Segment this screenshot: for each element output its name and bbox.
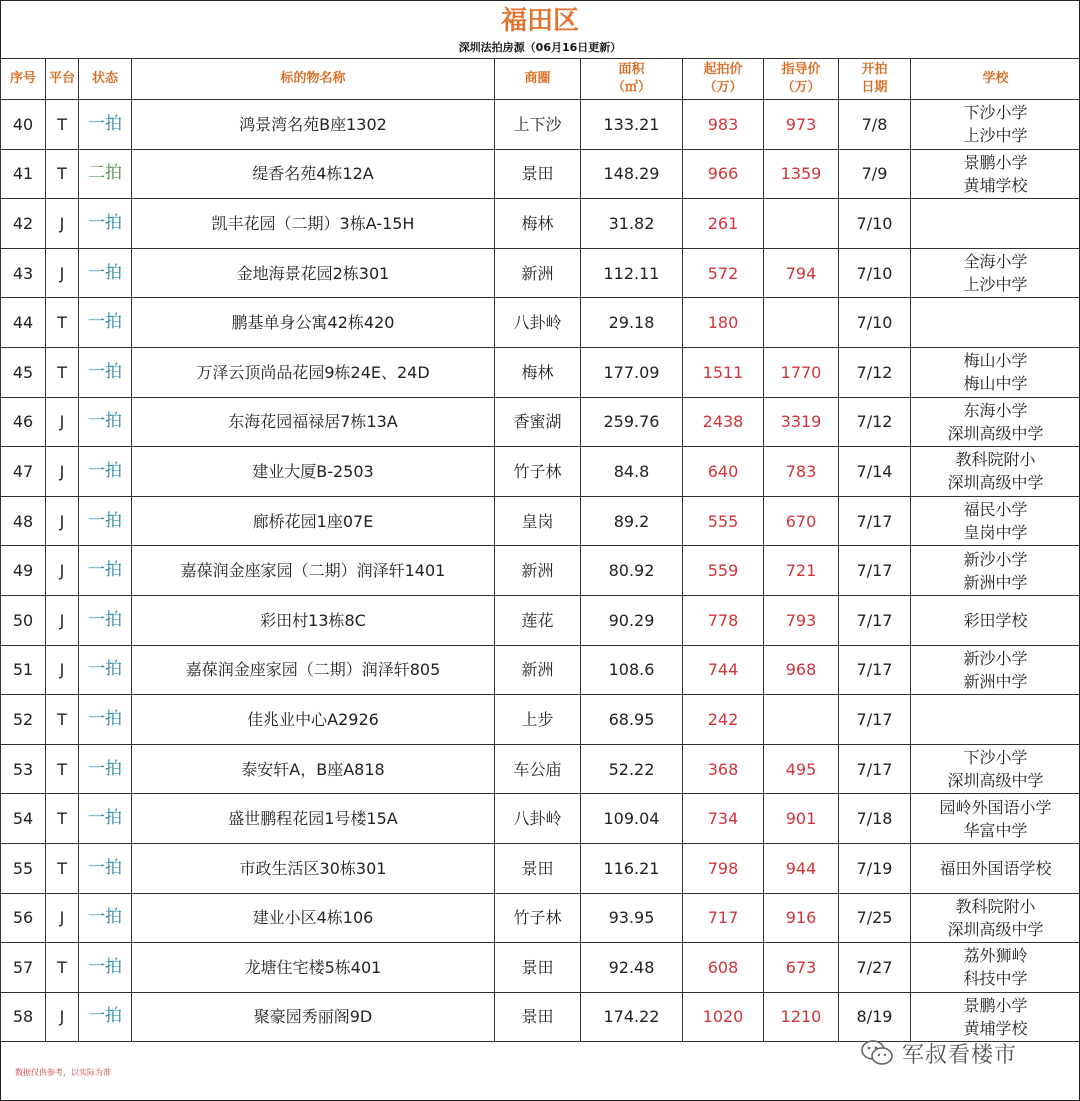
cell-index: 53 xyxy=(1,744,46,794)
cell-start-date: 7/17 xyxy=(839,496,911,546)
school-name: 新洲中学 xyxy=(963,572,1028,592)
header-size-line2: （㎡） xyxy=(611,80,651,95)
cell-platform: J xyxy=(46,992,79,1042)
cell-size: 109.04 xyxy=(581,794,683,844)
cell-start-date: 7/10 xyxy=(839,298,911,348)
cell-index: 54 xyxy=(1,794,46,844)
cell-index: 52 xyxy=(1,695,46,745)
cell-school xyxy=(911,744,1080,794)
cell-guide-price: 901 xyxy=(764,794,839,844)
table-row xyxy=(1,100,1080,150)
cell-start-price: 640 xyxy=(683,447,764,497)
cell-start-price: 983 xyxy=(683,100,764,150)
header-start-price-line2: （万） xyxy=(703,80,743,95)
cell-zone: 莲花 xyxy=(495,595,581,645)
cell-platform: T xyxy=(46,843,79,893)
table-row xyxy=(1,199,1080,249)
cell-size: 80.92 xyxy=(581,546,683,596)
cell-state: 一拍 xyxy=(79,347,132,397)
header-platform: 平台 xyxy=(46,59,79,100)
cell-guide-price: 783 xyxy=(764,447,839,497)
header-guide-price-line1: 指导价 xyxy=(781,62,821,77)
cell-guide-price xyxy=(764,695,839,745)
header-row xyxy=(1,59,1080,100)
school-name: 科技中学 xyxy=(963,969,1028,989)
cell-start-price: 261 xyxy=(683,199,764,249)
cell-start-date: 7/27 xyxy=(839,943,911,993)
cell-guide-price: 1770 xyxy=(764,347,839,397)
cell-name: 廊桥花园1座07E xyxy=(132,496,495,546)
header-zone: 商圈 xyxy=(495,59,581,100)
school-name: 新沙小学 xyxy=(963,648,1028,668)
header-state: 状态 xyxy=(79,59,132,100)
cell-platform: J xyxy=(46,248,79,298)
cell-start-price: 368 xyxy=(683,744,764,794)
cell-state: 一拍 xyxy=(79,447,132,497)
cell-index: 40 xyxy=(1,100,46,150)
cell-platform: J xyxy=(46,645,79,695)
cell-guide-price: 3319 xyxy=(764,397,839,447)
cell-guide-price: 794 xyxy=(764,248,839,298)
cell-name: 万泽云顶尚品花园9栋24E、24D xyxy=(132,347,495,397)
table-row xyxy=(1,992,1080,1042)
table-row xyxy=(1,248,1080,298)
table-row xyxy=(1,744,1080,794)
cell-name: 金地海景花园2栋301 xyxy=(132,248,495,298)
cell-start-date: 8/19 xyxy=(839,992,911,1042)
cell-size: 174.22 xyxy=(581,992,683,1042)
header-start-price-line1: 起拍价 xyxy=(703,62,743,77)
cell-platform: J xyxy=(46,893,79,943)
cell-size: 68.95 xyxy=(581,695,683,745)
cell-school xyxy=(911,943,1080,993)
cell-guide-price: 916 xyxy=(764,893,839,943)
school-name: 黄埔学校 xyxy=(963,175,1028,195)
cell-state: 二拍 xyxy=(79,149,132,199)
cell-school xyxy=(911,447,1080,497)
table-row xyxy=(1,397,1080,447)
cell-state: 一拍 xyxy=(79,695,132,745)
cell-index: 57 xyxy=(1,943,46,993)
cell-zone: 新洲 xyxy=(495,248,581,298)
footer-note: 数据仅供参考，以实际为准 xyxy=(15,1068,111,1077)
cell-zone: 竹子林 xyxy=(495,447,581,497)
table-row xyxy=(1,496,1080,546)
school-name: 下沙小学 xyxy=(963,748,1028,768)
cell-guide-price: 1210 xyxy=(764,992,839,1042)
cell-size: 31.82 xyxy=(581,199,683,249)
cell-start-price: 2438 xyxy=(683,397,764,447)
school-name: 下沙小学 xyxy=(963,103,1028,123)
cell-zone: 梅林 xyxy=(495,199,581,249)
cell-start-price: 1020 xyxy=(683,992,764,1042)
cell-zone: 梅林 xyxy=(495,347,581,397)
cell-start-price: 242 xyxy=(683,695,764,745)
cell-name: 佳兆业中心A2926 xyxy=(132,695,495,745)
table-row xyxy=(1,149,1080,199)
cell-platform: T xyxy=(46,744,79,794)
cell-state: 一拍 xyxy=(79,248,132,298)
cell-school xyxy=(911,347,1080,397)
cell-zone: 皇岗 xyxy=(495,496,581,546)
page-subtitle: 深圳法拍房源（06月16日更新） xyxy=(458,41,622,54)
cell-index: 51 xyxy=(1,645,46,695)
school-name: 教科院附小 xyxy=(955,896,1036,916)
cell-zone: 景田 xyxy=(495,992,581,1042)
cell-name: 盛世鹏程花园1号楼15A xyxy=(132,794,495,844)
cell-index: 50 xyxy=(1,595,46,645)
table-body xyxy=(1,100,1080,1042)
cell-start-date: 7/17 xyxy=(839,546,911,596)
cell-size: 133.21 xyxy=(581,100,683,150)
cell-zone: 景田 xyxy=(495,943,581,993)
school-name: 景鹏小学 xyxy=(963,152,1028,172)
header-size-line1: 面积 xyxy=(618,62,645,77)
cell-size: 148.29 xyxy=(581,149,683,199)
header-school: 学校 xyxy=(911,59,1080,100)
cell-name: 嘉葆润金座家园（二期）润泽轩1401 xyxy=(132,546,495,596)
cell-start-date: 7/17 xyxy=(839,744,911,794)
cell-platform: T xyxy=(46,943,79,993)
wechat-icon xyxy=(860,1038,894,1068)
cell-size: 29.18 xyxy=(581,298,683,348)
cell-guide-price: 721 xyxy=(764,546,839,596)
header-name: 标的物名称 xyxy=(132,59,495,100)
cell-index: 42 xyxy=(1,199,46,249)
cell-school xyxy=(911,595,1080,645)
school-name: 新洲中学 xyxy=(963,671,1028,691)
school-name: 景鹏小学 xyxy=(963,995,1028,1015)
cell-guide-price: 495 xyxy=(764,744,839,794)
cell-size: 52.22 xyxy=(581,744,683,794)
cell-start-date: 7/8 xyxy=(839,100,911,150)
cell-name: 嘉葆润金座家园（二期）润泽轩805 xyxy=(132,645,495,695)
cell-zone: 八卦岭 xyxy=(495,794,581,844)
school-name: 深圳高级中学 xyxy=(947,919,1044,939)
cell-platform: T xyxy=(46,347,79,397)
cell-start-date: 7/19 xyxy=(839,843,911,893)
cell-name: 鹏基单身公寓42栋420 xyxy=(132,298,495,348)
cell-start-price: 180 xyxy=(683,298,764,348)
cell-name: 鸿景湾名苑B座1302 xyxy=(132,100,495,150)
school-name: 梅山中学 xyxy=(963,374,1028,394)
page-title: 福田区 xyxy=(500,6,579,36)
cell-platform: T xyxy=(46,149,79,199)
cell-state: 一拍 xyxy=(79,496,132,546)
cell-zone: 新洲 xyxy=(495,546,581,596)
table-row xyxy=(1,893,1080,943)
cell-guide-price: 968 xyxy=(764,645,839,695)
cell-platform: J xyxy=(46,447,79,497)
cell-zone: 八卦岭 xyxy=(495,298,581,348)
cell-name: 建业大厦B-2503 xyxy=(132,447,495,497)
cell-size: 90.29 xyxy=(581,595,683,645)
cell-name: 缇香名苑4栋12A xyxy=(132,149,495,199)
cell-size: 92.48 xyxy=(581,943,683,993)
cell-name: 建业小区4栋106 xyxy=(132,893,495,943)
cell-zone: 竹子林 xyxy=(495,893,581,943)
cell-school xyxy=(911,992,1080,1042)
school-name: 黄埔学校 xyxy=(963,1018,1028,1038)
cell-index: 58 xyxy=(1,992,46,1042)
cell-index: 43 xyxy=(1,248,46,298)
table-row xyxy=(1,595,1080,645)
school-name: 福民小学 xyxy=(963,500,1028,520)
cell-state: 一拍 xyxy=(79,794,132,844)
cell-index: 49 xyxy=(1,546,46,596)
cell-start-price: 559 xyxy=(683,546,764,596)
cell-zone: 上步 xyxy=(495,695,581,745)
cell-start-price: 717 xyxy=(683,893,764,943)
table-row xyxy=(1,943,1080,993)
cell-index: 45 xyxy=(1,347,46,397)
cell-state: 一拍 xyxy=(79,100,132,150)
cell-start-price: 572 xyxy=(683,248,764,298)
header-guide-price xyxy=(764,59,839,100)
cell-size: 108.6 xyxy=(581,645,683,695)
cell-platform: T xyxy=(46,794,79,844)
cell-state: 一拍 xyxy=(79,397,132,447)
table-row xyxy=(1,843,1080,893)
school-name: 福田外国语学校 xyxy=(939,858,1052,878)
school-name: 彩田学校 xyxy=(963,610,1028,630)
cell-state: 一拍 xyxy=(79,199,132,249)
cell-start-price: 734 xyxy=(683,794,764,844)
cell-zone: 新洲 xyxy=(495,645,581,695)
cell-school xyxy=(911,794,1080,844)
cell-start-price: 798 xyxy=(683,843,764,893)
cell-start-date: 7/17 xyxy=(839,645,911,695)
cell-index: 55 xyxy=(1,843,46,893)
cell-platform: J xyxy=(46,546,79,596)
cell-guide-price xyxy=(764,298,839,348)
table-row xyxy=(1,298,1080,348)
cell-start-date: 7/12 xyxy=(839,347,911,397)
cell-name: 聚豪园秀丽阁9D xyxy=(132,992,495,1042)
cell-state: 一拍 xyxy=(79,843,132,893)
cell-school xyxy=(911,695,1080,745)
cell-start-price: 555 xyxy=(683,496,764,546)
cell-state: 一拍 xyxy=(79,992,132,1042)
cell-platform: J xyxy=(46,199,79,249)
cell-size: 177.09 xyxy=(581,347,683,397)
table-row xyxy=(1,546,1080,596)
table-row xyxy=(1,695,1080,745)
cell-start-price: 966 xyxy=(683,149,764,199)
cell-zone: 香蜜湖 xyxy=(495,397,581,447)
cell-school xyxy=(911,843,1080,893)
cell-zone: 景田 xyxy=(495,843,581,893)
cell-state: 一拍 xyxy=(79,595,132,645)
cell-start-date: 7/17 xyxy=(839,695,911,745)
cell-state: 一拍 xyxy=(79,298,132,348)
cell-index: 47 xyxy=(1,447,46,497)
watermark-text: 军叔看楼市 xyxy=(902,1042,1018,1068)
cell-index: 41 xyxy=(1,149,46,199)
cell-school xyxy=(911,199,1080,249)
school-name: 上沙中学 xyxy=(963,126,1028,146)
watermark xyxy=(860,1036,1070,1070)
cell-zone: 车公庙 xyxy=(495,744,581,794)
cell-state: 一拍 xyxy=(79,943,132,993)
cell-state: 一拍 xyxy=(79,893,132,943)
cell-index: 48 xyxy=(1,496,46,546)
cell-state: 一拍 xyxy=(79,546,132,596)
cell-name: 彩田村13栋8C xyxy=(132,595,495,645)
school-name: 东海小学 xyxy=(963,400,1028,420)
cell-guide-price: 1359 xyxy=(764,149,839,199)
school-name: 荔外狮岭 xyxy=(963,946,1028,966)
cell-school xyxy=(911,149,1080,199)
cell-start-date: 7/12 xyxy=(839,397,911,447)
cell-size: 112.11 xyxy=(581,248,683,298)
cell-school xyxy=(911,645,1080,695)
table-row xyxy=(1,447,1080,497)
cell-size: 84.8 xyxy=(581,447,683,497)
header-start-date xyxy=(839,59,911,100)
cell-zone: 景田 xyxy=(495,149,581,199)
cell-platform: T xyxy=(46,298,79,348)
cell-platform: T xyxy=(46,695,79,745)
listing-table xyxy=(0,58,1080,1042)
header-guide-price-line2: （万） xyxy=(781,80,821,95)
school-name: 深圳高级中学 xyxy=(947,423,1044,443)
cell-name: 龙塘住宅楼5栋401 xyxy=(132,943,495,993)
cell-school xyxy=(911,496,1080,546)
cell-school xyxy=(911,100,1080,150)
cell-index: 56 xyxy=(1,893,46,943)
cell-platform: T xyxy=(46,100,79,150)
cell-platform: J xyxy=(46,397,79,447)
cell-guide-price: 673 xyxy=(764,943,839,993)
cell-state: 一拍 xyxy=(79,645,132,695)
cell-guide-price: 793 xyxy=(764,595,839,645)
table-row xyxy=(1,347,1080,397)
cell-guide-price: 670 xyxy=(764,496,839,546)
header-start-price xyxy=(683,59,764,100)
cell-platform: J xyxy=(46,595,79,645)
cell-size: 259.76 xyxy=(581,397,683,447)
cell-guide-price: 944 xyxy=(764,843,839,893)
cell-name: 凯丰花园（二期）3栋A-15H xyxy=(132,199,495,249)
cell-size: 116.21 xyxy=(581,843,683,893)
school-name: 上沙中学 xyxy=(963,275,1028,295)
cell-size: 93.95 xyxy=(581,893,683,943)
cell-start-price: 744 xyxy=(683,645,764,695)
school-name: 深圳高级中学 xyxy=(947,473,1044,493)
school-name: 皇岗中学 xyxy=(963,523,1028,543)
header-start-date-line1: 开拍 xyxy=(861,62,888,77)
cell-index: 44 xyxy=(1,298,46,348)
cell-state: 一拍 xyxy=(79,744,132,794)
cell-school xyxy=(911,397,1080,447)
school-name: 梅山小学 xyxy=(963,351,1028,371)
school-name: 深圳高级中学 xyxy=(947,771,1044,791)
cell-start-price: 608 xyxy=(683,943,764,993)
cell-start-date: 7/10 xyxy=(839,248,911,298)
school-name: 教科院附小 xyxy=(955,450,1036,470)
cell-zone: 上下沙 xyxy=(495,100,581,150)
cell-start-date: 7/14 xyxy=(839,447,911,497)
cell-start-price: 778 xyxy=(683,595,764,645)
cell-size: 89.2 xyxy=(581,496,683,546)
header-start-date-line2: 日期 xyxy=(861,80,888,95)
cell-school xyxy=(911,893,1080,943)
cell-name: 东海花园福禄居7栋13A xyxy=(132,397,495,447)
header-size xyxy=(581,59,683,100)
cell-start-date: 7/10 xyxy=(839,199,911,249)
cell-name: 泰安轩A，B座A818 xyxy=(132,744,495,794)
cell-start-date: 7/18 xyxy=(839,794,911,844)
school-name: 全海小学 xyxy=(963,252,1028,272)
cell-start-date: 7/9 xyxy=(839,149,911,199)
school-name: 新沙小学 xyxy=(963,549,1028,569)
cell-school xyxy=(911,248,1080,298)
table-row xyxy=(1,645,1080,695)
cell-name: 市政生活区30栋301 xyxy=(132,843,495,893)
cell-start-price: 1511 xyxy=(683,347,764,397)
school-name: 华富中学 xyxy=(963,820,1028,840)
table-row xyxy=(1,794,1080,844)
cell-start-date: 7/25 xyxy=(839,893,911,943)
header-index: 序号 xyxy=(1,59,46,100)
cell-platform: J xyxy=(46,496,79,546)
school-name: 园岭外国语小学 xyxy=(939,797,1052,817)
cell-guide-price xyxy=(764,199,839,249)
cell-school xyxy=(911,546,1080,596)
cell-start-date: 7/17 xyxy=(839,595,911,645)
cell-school xyxy=(911,298,1080,348)
cell-index: 46 xyxy=(1,397,46,447)
cell-guide-price: 973 xyxy=(764,100,839,150)
